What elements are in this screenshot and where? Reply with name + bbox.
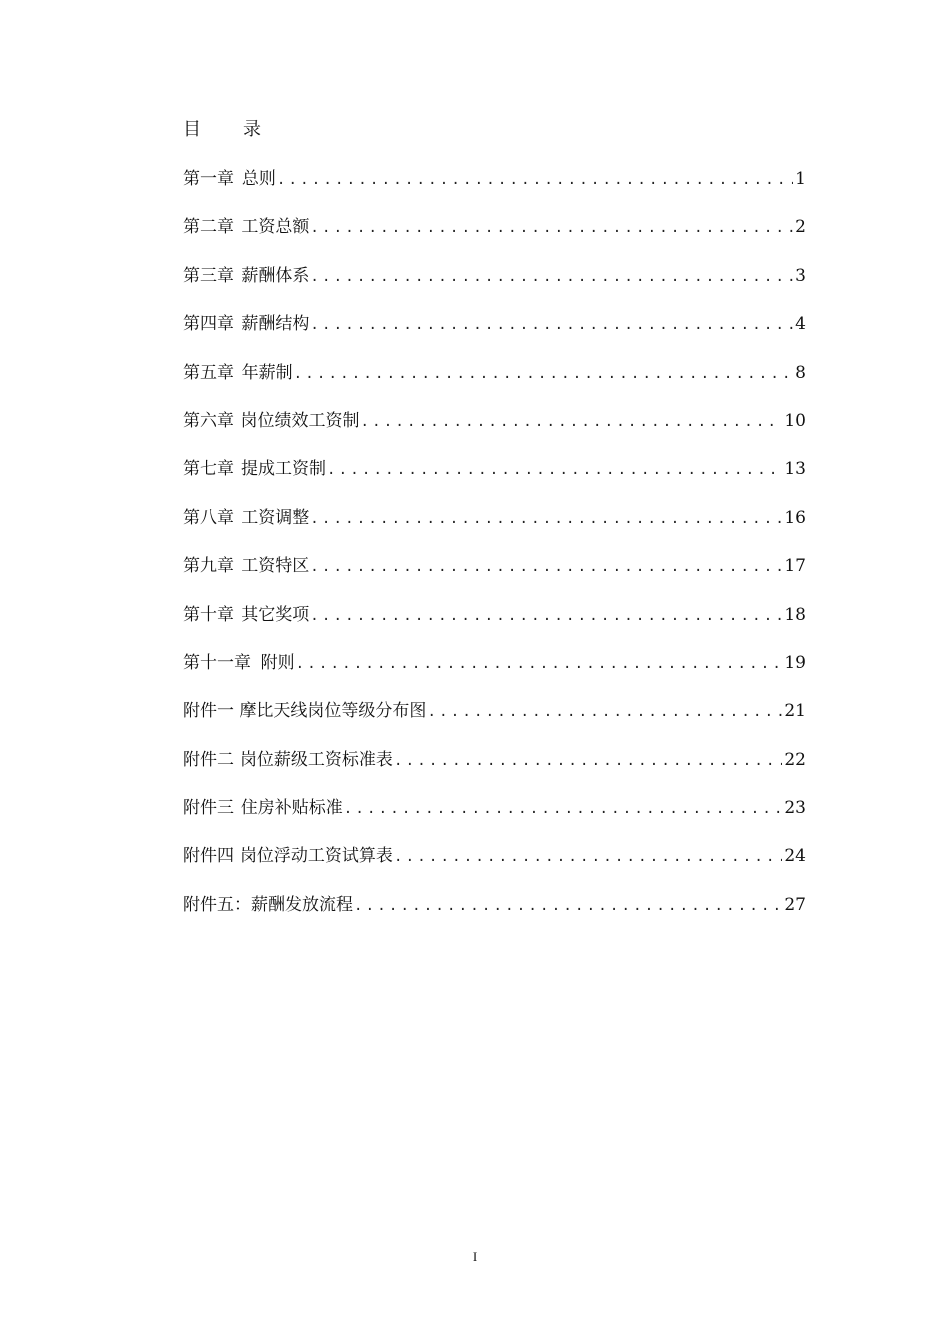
toc-entry-page: 13 bbox=[784, 459, 806, 480]
toc-entry[interactable] bbox=[183, 409, 806, 457]
toc-entry-page: 23 bbox=[784, 798, 806, 819]
toc-dot-leader bbox=[394, 749, 782, 773]
toc-dot-leader bbox=[296, 652, 783, 676]
toc-entry-label: 第六章 bbox=[183, 410, 234, 431]
toc-entry-label: 附件二 bbox=[183, 749, 234, 770]
page-number: I bbox=[472, 1249, 478, 1264]
toc-entry[interactable] bbox=[183, 361, 806, 409]
toc-entry-title: 工资总额 bbox=[241, 217, 310, 238]
toc-dot-leader bbox=[344, 797, 783, 821]
toc-dot-leader bbox=[277, 168, 793, 192]
toc-entry-page: 4 bbox=[795, 314, 806, 335]
toc-entry[interactable] bbox=[183, 167, 806, 215]
toc-dot-leader bbox=[294, 362, 794, 386]
toc-entry-page: 19 bbox=[784, 652, 806, 673]
toc-entry-title: 住房补贴标准 bbox=[240, 798, 343, 819]
toc-dot-leader bbox=[310, 216, 793, 240]
toc-dot-leader bbox=[427, 700, 782, 724]
toc-entry-label: 第二章 bbox=[183, 217, 234, 238]
toc-entry-page: 18 bbox=[784, 604, 806, 625]
toc-entry-label: 第三章 bbox=[183, 265, 234, 286]
toc-entry-label: 附件五： bbox=[183, 894, 251, 915]
toc-entry-page: 10 bbox=[784, 410, 806, 431]
toc-entry-label: 第七章 bbox=[183, 459, 234, 480]
toc-entry-title: 岗位浮动工资试算表 bbox=[239, 846, 393, 867]
toc-entry-title: 摩比天线岗位等级分布图 bbox=[239, 701, 427, 722]
toc-entry[interactable] bbox=[183, 796, 806, 844]
toc-entry-title: 薪酬结构 bbox=[241, 314, 310, 335]
toc-entry-page: 24 bbox=[784, 846, 806, 867]
toc-entry-page: 2 bbox=[795, 217, 806, 238]
toc-entry-title: 年薪制 bbox=[241, 362, 293, 383]
toc-entry-title: 总则 bbox=[241, 169, 276, 189]
toc-entry-label: 第十一章 bbox=[183, 652, 251, 673]
toc-entry[interactable] bbox=[183, 506, 806, 554]
toc-entry-label: 附件一 bbox=[183, 701, 234, 722]
toc-entry-page: 1 bbox=[795, 169, 806, 189]
toc-entry[interactable] bbox=[183, 603, 806, 651]
toc-entry-title: 工资调整 bbox=[241, 507, 310, 528]
toc-dot-leader bbox=[310, 555, 782, 579]
toc-entry-page: 16 bbox=[784, 507, 806, 528]
toc-entry[interactable] bbox=[183, 893, 806, 941]
toc-entry-title: 其它奖项 bbox=[241, 604, 310, 625]
toc-dot-leader bbox=[394, 845, 782, 869]
toc-dot-leader bbox=[354, 894, 782, 918]
toc-entry-label: 附件三 bbox=[183, 798, 234, 819]
toc-entry-label: 第四章 bbox=[183, 314, 234, 335]
toc-entry-label: 第八章 bbox=[183, 507, 234, 528]
toc-entry[interactable] bbox=[183, 312, 806, 360]
toc-entry-page: 27 bbox=[784, 894, 806, 915]
toc-dot-leader bbox=[310, 507, 782, 531]
toc-dot-leader bbox=[310, 313, 793, 337]
toc-entry[interactable] bbox=[183, 699, 806, 747]
toc-entry-label: 第九章 bbox=[183, 556, 234, 577]
toc-entry-page: 17 bbox=[784, 556, 806, 577]
toc-entry-label: 第五章 bbox=[183, 362, 234, 383]
toc-entry[interactable] bbox=[183, 215, 806, 263]
toc-entry[interactable] bbox=[183, 554, 806, 602]
toc-entry[interactable] bbox=[183, 748, 806, 796]
toc-entry-page: 21 bbox=[784, 701, 806, 722]
toc-entry-page: 8 bbox=[795, 362, 806, 383]
toc-dot-leader bbox=[310, 604, 782, 628]
toc-entry-label: 附件四 bbox=[183, 846, 234, 867]
toc-title: 目 录 bbox=[183, 119, 273, 140]
toc-entry-title: 附则 bbox=[260, 652, 295, 673]
toc-entry-title: 提成工资制 bbox=[240, 459, 326, 480]
toc-entry-page: 22 bbox=[784, 749, 806, 770]
toc-entry-title: 岗位薪级工资标准表 bbox=[239, 749, 393, 770]
toc-entry-label: 第十章 bbox=[183, 604, 234, 625]
toc-entry-title: 薪酬发放流程 bbox=[251, 894, 353, 915]
toc-entry-title: 工资特区 bbox=[241, 556, 310, 577]
toc-entry[interactable] bbox=[183, 651, 806, 699]
toc-entry-title: 薪酬体系 bbox=[241, 265, 310, 286]
toc-entry[interactable] bbox=[183, 844, 806, 892]
toc-entry-page: 3 bbox=[795, 265, 806, 286]
toc-entry-title: 岗位绩效工资制 bbox=[240, 410, 360, 431]
toc-entry-label: 第一章 bbox=[183, 169, 234, 189]
toc-entry[interactable] bbox=[183, 457, 806, 505]
toc-entry[interactable] bbox=[183, 264, 806, 312]
toc-dot-leader bbox=[310, 265, 793, 289]
table-of-contents bbox=[183, 167, 806, 941]
toc-dot-leader bbox=[360, 410, 782, 434]
toc-dot-leader bbox=[327, 458, 782, 482]
